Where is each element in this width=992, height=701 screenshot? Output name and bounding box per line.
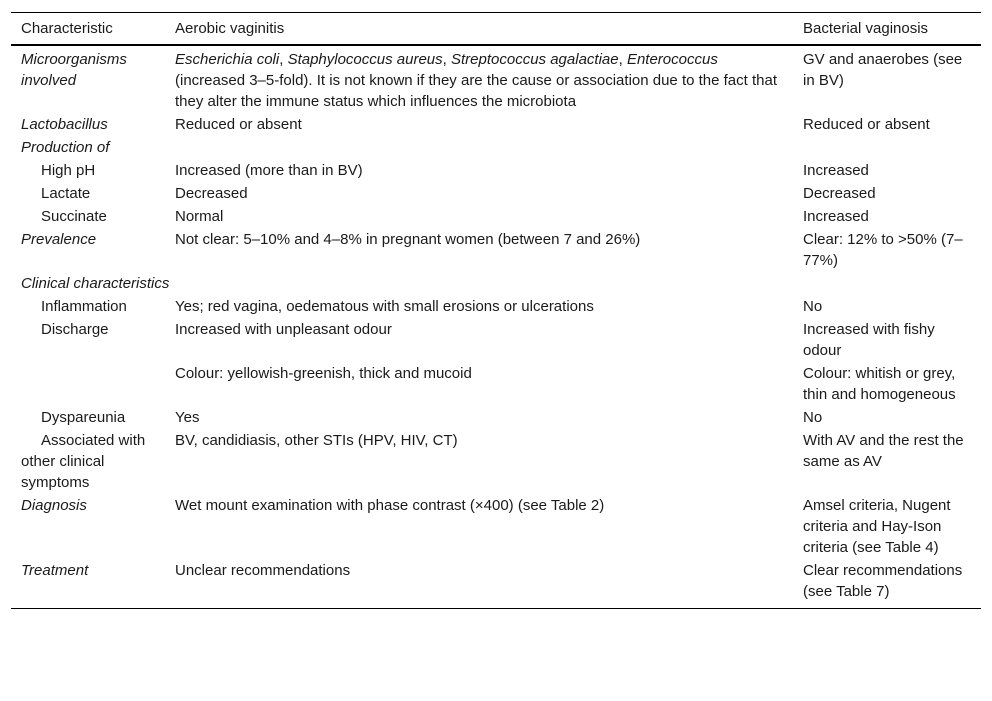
- av-cell: Normal: [175, 208, 224, 225]
- table-row-treatment: [11, 558, 981, 609]
- section-label: Production of: [21, 139, 110, 156]
- organism-name: Streptococcus agalactiae: [451, 51, 619, 68]
- table-row-lactobacillus: [11, 112, 981, 135]
- row-label: Associated with other clinical symptoms: [21, 432, 146, 491]
- section-label: Clinical characteristics: [21, 275, 170, 292]
- av-cell: Not clear: 5–10% and 4–8% in pregnant women (between 7 and 26%): [175, 231, 641, 248]
- row-label-empty: [11, 361, 165, 405]
- organism-name: Escherichia coli: [175, 51, 280, 68]
- table-row-dyspareunia: [11, 405, 981, 428]
- bv-cell: GV and anaerobes (see in BV): [803, 51, 963, 89]
- organism-name: Staphylococcus aureus: [287, 51, 443, 68]
- av-cell: [165, 45, 793, 112]
- bv-cell: Clear recommendations (see Table 7): [793, 558, 981, 609]
- table-row-diagnosis: [11, 493, 981, 558]
- header-row: [11, 13, 981, 46]
- av-cell: Increased (more than in BV): [175, 162, 363, 179]
- av-cell: Colour: yellowish-greenish, thick and mucoid: [175, 365, 472, 382]
- row-label: Diagnosis: [21, 497, 87, 514]
- row-label: High pH: [41, 162, 96, 179]
- table-row-high-ph: [11, 158, 981, 181]
- table-row-discharge: [11, 317, 981, 361]
- table-row-production: [11, 135, 981, 158]
- table-row-clinical: [11, 271, 981, 294]
- bv-cell: With AV and the rest the same as AV: [803, 432, 964, 470]
- bv-cell: Clear: 12% to >50% (7–77%): [803, 231, 963, 269]
- bv-cell: Colour: whitish or grey, thin and homogeneous: [803, 365, 956, 403]
- bv-cell: Amsel criteria, Nugent criteria and Hay-Ison criteria (see Table 4): [803, 497, 951, 556]
- header-characteristic: Characteristic: [11, 13, 165, 46]
- table-row-succinate: [11, 204, 981, 227]
- table-row-associated: [11, 428, 981, 493]
- table-row-lactate: [11, 181, 981, 204]
- bv-cell: No: [803, 298, 823, 315]
- comparison-table: [11, 12, 981, 609]
- bv-cell: No: [803, 409, 823, 426]
- row-label: Succinate: [41, 208, 107, 225]
- bv-cell: Increased: [803, 162, 869, 179]
- av-cell: Unclear recommendations: [165, 558, 793, 609]
- separator: ,: [618, 51, 627, 68]
- row-label: Treatment: [11, 558, 165, 609]
- av-cell: Reduced or absent: [175, 116, 302, 133]
- separator: ,: [442, 51, 451, 68]
- table-row-inflammation: [11, 294, 981, 317]
- row-label: Lactate: [41, 185, 91, 202]
- table-row-prevalence: [11, 227, 981, 271]
- av-cell: Yes; red vagina, oedematous with small erosions or ulcerations: [175, 298, 594, 315]
- row-label: Inflammation: [41, 298, 127, 315]
- row-label: Lactobacillus: [21, 116, 108, 133]
- row-label: Discharge: [41, 321, 109, 338]
- av-cell: Wet mount examination with phase contrast (×400) (see Table 2): [175, 497, 605, 514]
- bv-cell: Decreased: [803, 185, 876, 202]
- row-label: Prevalence: [21, 231, 97, 248]
- bv-cell: Increased with fishy odour: [803, 321, 935, 359]
- header-aerobic-vaginitis: Aerobic vaginitis: [165, 13, 793, 46]
- row-label: Dyspareunia: [41, 409, 126, 426]
- separator: ,: [279, 51, 288, 68]
- row-label: Microorganisms involved: [21, 51, 127, 89]
- av-cell: BV, candidiasis, other STIs (HPV, HIV, CT): [175, 432, 458, 449]
- bv-cell: Reduced or absent: [803, 116, 930, 133]
- av-cell: Increased with unpleasant odour: [175, 321, 392, 338]
- av-cell: Decreased: [175, 185, 248, 202]
- organism-name: Enterococcus: [626, 51, 718, 68]
- table-row-colour: [11, 361, 981, 405]
- bv-cell: Increased: [803, 208, 869, 225]
- header-bacterial-vaginosis: Bacterial vaginosis: [793, 13, 981, 46]
- av-cell: Yes: [175, 409, 200, 426]
- av-description: (increased 3–5-fold). It is not known if they are the cause or association due to the fact that they alter the immune status which influences the microbiota: [175, 72, 778, 110]
- table-row-microorganisms: [11, 45, 981, 112]
